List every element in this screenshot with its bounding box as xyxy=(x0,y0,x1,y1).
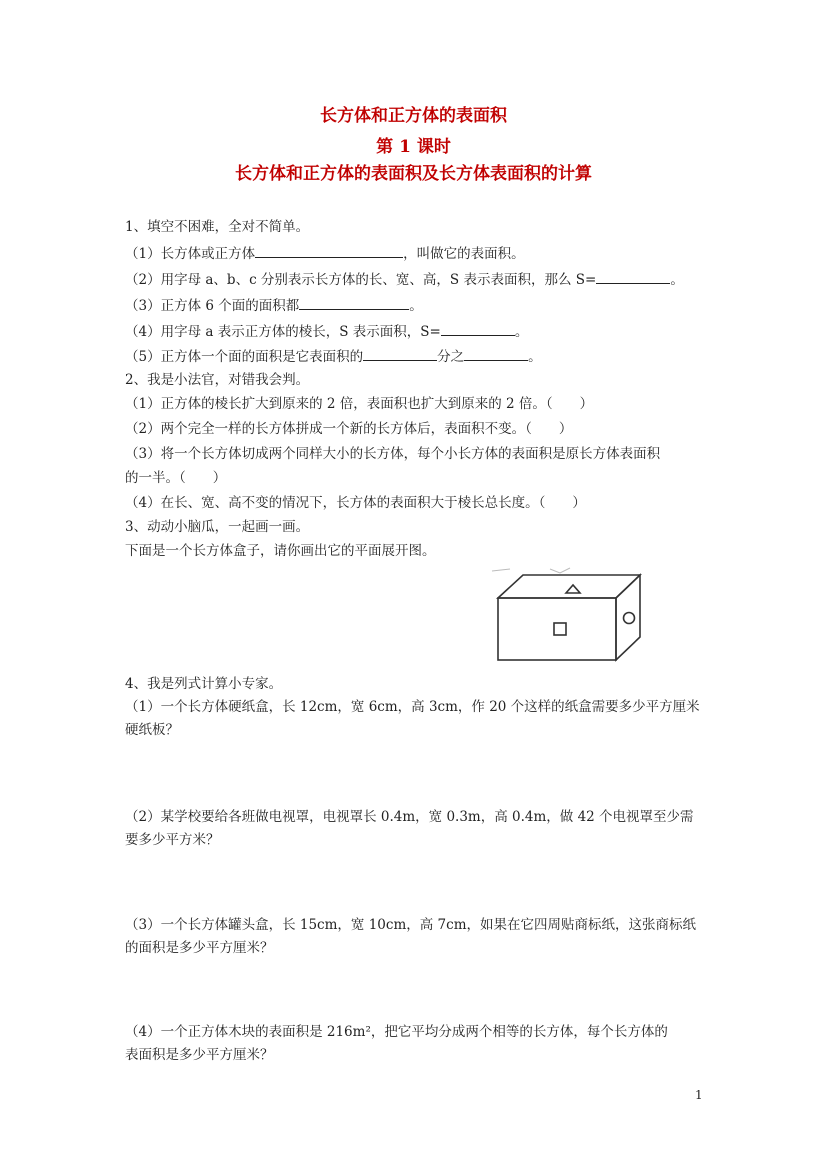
box-front-face xyxy=(498,598,616,660)
question-2-3-continued: 的一半。（ ） xyxy=(125,470,227,486)
answer-blank[interactable] xyxy=(596,269,670,284)
question-4-4: （4）一个正方体木块的表面积是 216m²，把它平均分成两个相等的长方体，每个长方体的 xyxy=(125,1024,668,1040)
page-number: 1 xyxy=(695,1088,703,1102)
question-2-2: （2）两个完全一样的长方体拼成一个新的长方体后，表面积不变。（ ） xyxy=(125,421,573,437)
question-1-1: （1）长方体或正方体 ，叫做它的表面积。 xyxy=(125,243,525,263)
question-4-2-continued: 要多少平方米？ xyxy=(125,832,220,848)
question-1-5: （5）正方体一个面的面积是它表面积的 分之 。 xyxy=(125,346,542,366)
document-title: 长方体和正方体的表面积 xyxy=(320,106,507,126)
answer-blank[interactable] xyxy=(299,295,409,310)
section-4-heading: 4、我是列式计算小专家。 xyxy=(125,676,283,692)
question-2-4: （4）在长、宽、高不变的情况下，长方体的表面积大于棱长总长度。（ ） xyxy=(125,495,586,511)
question-1-2: （2）用字母 a、b、c 分别表示长方体的长、宽、高，S 表示表面积，那么 S= 。 xyxy=(125,269,684,289)
section-2-heading: 2、我是小法官，对错我会判。 xyxy=(125,372,310,388)
question-2-3: （3）将一个长方体切成两个同样大小的长方体，每个小长方体的表面积是原长方体表面积 xyxy=(125,446,661,462)
lesson-number: 第 1 课时 xyxy=(376,137,451,157)
question-4-4-continued: 表面积是多少平方厘米？ xyxy=(125,1047,274,1063)
box-right-face xyxy=(616,575,640,660)
section-3-instruction: 下面是一个长方体盒子，请你画出它的平面展开图。 xyxy=(125,543,436,559)
answer-blank[interactable] xyxy=(363,346,437,361)
answer-blank[interactable] xyxy=(441,321,515,336)
faint-scan-marks xyxy=(492,568,570,573)
question-4-1-continued: 硬纸板？ xyxy=(125,722,179,738)
question-4-3: （3）一个长方体罐头盒，长 15cm，宽 10cm，高 7cm，如果在它四周贴商标纸，这张商标纸 xyxy=(125,917,696,933)
question-4-3-continued: 的面积是多少平方厘米？ xyxy=(125,940,274,956)
document-subtitle: 长方体和正方体的表面积及长方体表面积的计算 xyxy=(235,164,592,184)
section-3-heading: 3、动动小脑瓜，一起画一画。 xyxy=(125,519,310,535)
question-1-4: （4）用字母 a 表示正方体的棱长，S 表示面积，S= 。 xyxy=(125,321,528,341)
answer-blank[interactable] xyxy=(255,243,403,258)
question-2-1: （1）正方体的棱长扩大到原来的 2 倍，表面积也扩大到原来的 2 倍。（ ） xyxy=(125,396,594,412)
square-mark xyxy=(554,623,566,635)
answer-blank[interactable] xyxy=(464,346,528,361)
question-1-3: （3）正方体 6 个面的面积都 。 xyxy=(125,295,423,315)
question-4-1: （1）一个长方体硬纸盒，长 12cm，宽 6cm，高 3cm，作 20 个这样的纸盒需要多少平方厘米 xyxy=(125,699,700,715)
triangle-mark xyxy=(566,585,580,593)
section-1-heading: 1、填空不困难，全对不简单。 xyxy=(125,219,310,235)
cuboid-box-figure xyxy=(490,565,650,665)
circle-mark xyxy=(624,613,635,624)
question-4-2: （2）某学校要给各班做电视罩，电视罩长 0.4m，宽 0.3m，高 0.4m，做 42 个电视罩至少需 xyxy=(125,809,694,825)
